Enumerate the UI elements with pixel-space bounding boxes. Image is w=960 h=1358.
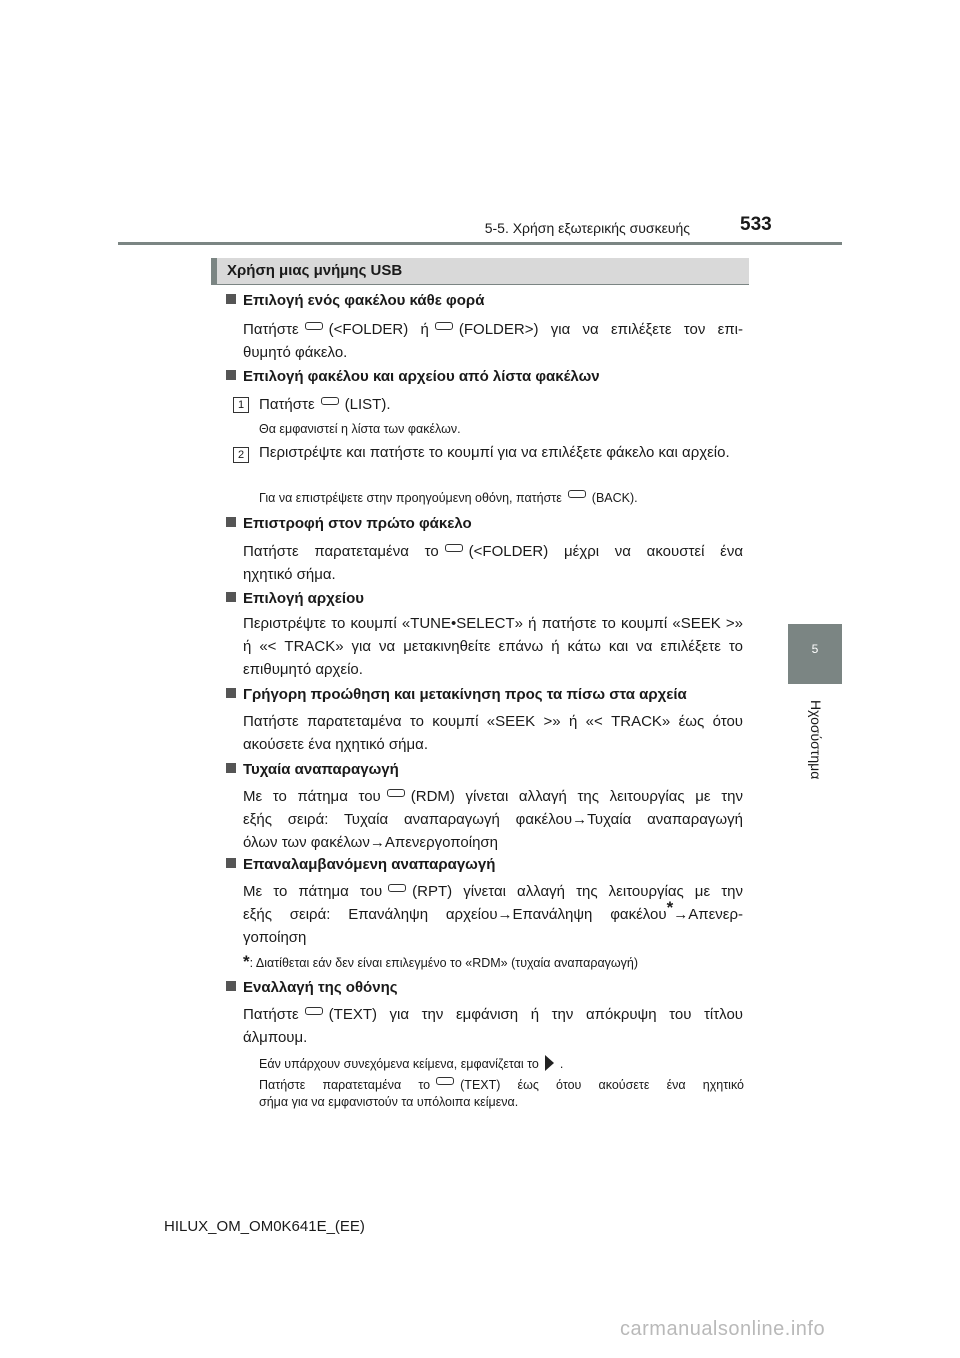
heading-select-file: Επιλογή αρχείου (226, 590, 364, 607)
paragraph-fast-forward: Πατήστε παρατεταμένα το κουμπί «SEEK >» ή «< TRACK» έως ότου ακούσετε ένα ηχητικό σήμα. (243, 713, 743, 753)
heading-fast-forward: Γρήγορη προώθηση και μετακίνηση προς τα πίσω στα αρχεία (226, 686, 687, 703)
bullet-square-icon (226, 858, 236, 868)
chapter-label (771, 700, 861, 790)
arrow-icon: → (369, 834, 385, 851)
button-icon (305, 322, 323, 330)
chapter-label-text: Ηχοσύστημα (808, 700, 824, 780)
heading-folder-list: Επιλογή φακέλου και αρχείου από λίστα φακέλων (226, 368, 600, 385)
note-back: Για να επιστρέψετε στην προηγούμενη οθόνη, πατήστε (BACK). (259, 491, 638, 505)
step-number-2: 2 (233, 447, 249, 463)
note-folder-list: Θα εμφανιστεί η λίστα των φακέλων. (259, 422, 461, 436)
paragraph-repeat: Με το πάτημα του (RPT) γίνεται αλλαγή της λειτουργίας με την εξής σειρά: Επανάληψη αρχείου→Επανάληψη φακέλου*→Απενερ- γοποίηση (243, 883, 743, 946)
continue-arrow-icon (545, 1055, 554, 1071)
heading-random: Τυχαία αναπαραγωγή (226, 761, 399, 778)
heading-repeat: Επαναλαμβανόμενη αναπαραγωγή (226, 856, 495, 873)
heading-select-folder: Επιλογή ενός φακέλου κάθε φορά (226, 292, 484, 309)
note-remaining-text: Πατήστε παρατεταμένα το (TEXT) έως ότου ακούσετε ένα ηχητικό σήμα για να εμφανιστούν τα υπόλοιπα κείμενα. (259, 1078, 744, 1109)
button-icon (436, 1077, 454, 1085)
chapter-number: 5 (811, 642, 819, 656)
button-icon (305, 1007, 323, 1015)
arrow-icon: → (497, 906, 513, 923)
header-rule (118, 242, 842, 245)
button-icon (387, 789, 405, 797)
button-icon (321, 397, 339, 405)
paragraph-first-folder: Πατήστε παρατεταμένα το (<FOLDER) μέχρι να ακουστεί ένα ηχητικό σήμα. (243, 543, 743, 583)
heading-first-folder: Επιστροφή στον πρώτο φάκελο (226, 515, 472, 532)
bullet-square-icon (226, 370, 236, 380)
button-icon (435, 322, 453, 330)
footer-code: HILUX_OM_OM0K641E_(EE) (164, 1218, 365, 1235)
page-number: 533 (740, 214, 772, 235)
arrow-icon: → (673, 906, 689, 923)
step-number-1: 1 (233, 397, 249, 413)
chapter-tab (788, 624, 842, 684)
bullet-square-icon (226, 981, 236, 991)
note-continued-text: Εάν υπάρχουν συνεχόμενα κείμενα, εμφανίζεται το . (259, 1057, 564, 1071)
bullet-square-icon (226, 688, 236, 698)
running-header-section: 5-5. Χρήση εξωτερικής συσκευής (484, 220, 690, 236)
section-title-bar (211, 258, 749, 285)
button-icon (445, 544, 463, 552)
bullet-square-icon (226, 592, 236, 602)
bullet-square-icon (226, 294, 236, 304)
paragraph-select-folder: Πατήστε (<FOLDER) ή (FOLDER>) για να επιλέξετε τον επι- θυμητό φάκελο. (243, 321, 743, 361)
footnote-rdm: *: Διατίθεται εάν δεν είναι επιλεγμένο το «RDM» (τυχαία αναπαραγωγή) (243, 952, 639, 971)
heading-switch-display: Εναλλαγή της οθόνης (226, 979, 398, 996)
step-2-text: Περιστρέψτε και πατήστε το κουμπί για να επιλέξετε φάκελο και αρχείο. (259, 444, 730, 461)
step-1-text: Πατήστε (LIST). (259, 396, 391, 413)
arrow-icon: → (572, 811, 588, 828)
watermark: carmanualsonline.info (620, 1318, 826, 1340)
paragraph-switch-display: Πατήστε (TEXT) για την εμφάνιση ή την απόκρυψη του τίτλου άλμπουμ. (243, 1006, 743, 1046)
footnote-marker: * (666, 898, 674, 917)
paragraph-random: Με το πάτημα του (RDM) γίνεται αλλαγή της λειτουργίας με την εξής σειρά: Τυχαία αναπαραγωγή φακέλου→Τυχαία αναπαραγωγή όλων των φακέλων→Απενεργοποίηση (243, 788, 743, 851)
bullet-square-icon (226, 517, 236, 527)
section-title: Χρήση μιας μνήμης USB (227, 262, 403, 279)
paragraph-select-file: Περιστρέψτε το κουμπί «TUNE•SELECT» ή πατήστε το κουμπί «SEEK >» ή «< TRACK» για να μετακινηθείτε επάνω ή κάτω και να επιλέξετε το επιθυμητό αρχείο. (243, 615, 743, 678)
bullet-square-icon (226, 763, 236, 773)
button-icon (388, 884, 406, 892)
button-icon (568, 490, 586, 498)
